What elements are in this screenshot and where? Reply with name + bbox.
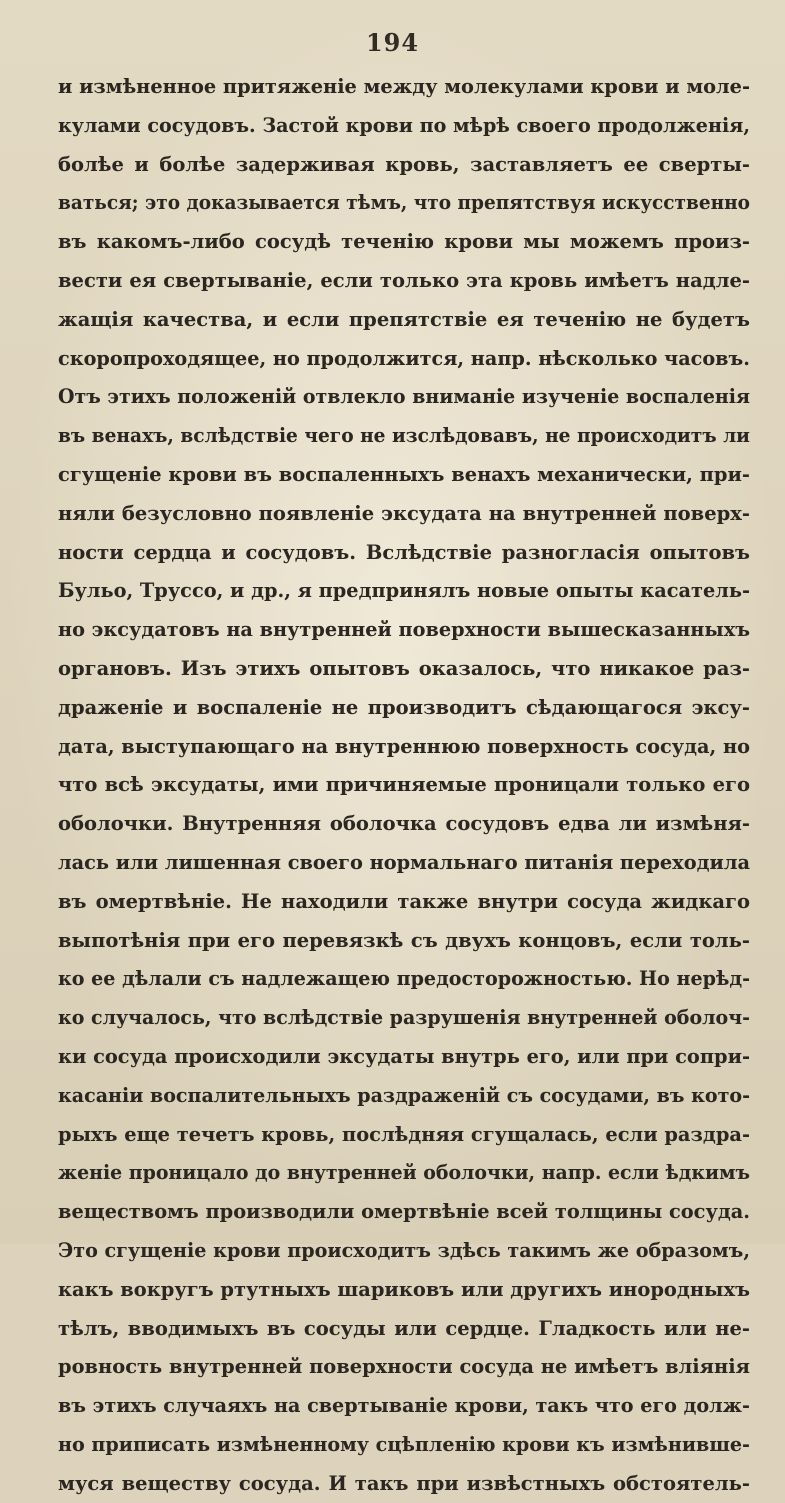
text-line-content: въ какомъ-либо сосудѣ теченію крови мы можемъ произ- (58, 230, 750, 254)
text-line-content: ваться; это доказывается тѣмъ, что препятствуя искусственно (58, 191, 751, 215)
text-line (58, 844, 750, 883)
text-line-content: ровность внутренней поверхности сосуда не имѣетъ вліянія (58, 1355, 750, 1379)
text-line (58, 1193, 750, 1232)
text-line-content: ки сосуда происходили эксудаты внутрь его, или при сопри- (58, 1044, 750, 1068)
text-line-content: жащія качества, и если препятствіе ея теченію не будетъ (58, 307, 750, 331)
text-line (58, 301, 750, 340)
text-line (58, 534, 750, 573)
text-line (58, 1154, 750, 1193)
text-line (58, 184, 750, 223)
text-line-content: въ венахъ, вслѣдствіе чего не изслѣдовавъ, не происходитъ ли (58, 424, 750, 448)
text-line-content: рыхъ еще течетъ кровь, послѣдняя сгущалась, если раздра- (58, 1122, 751, 1146)
text-line (58, 960, 750, 999)
text-line (58, 1348, 750, 1387)
text-line-content: ко случалось, что вслѣдствіе разрушенія внутренней оболоч- (58, 1006, 750, 1030)
text-line (58, 262, 750, 301)
text-line (58, 689, 750, 728)
text-line (58, 999, 750, 1038)
text-line-content: Отъ этихъ положеній отвлекло вниманіе изученіе воспаленія (58, 385, 751, 409)
text-line (58, 1232, 750, 1271)
text-line-content: Бульо, Труссо, и др., я предпринялъ новые опыты касатель- (58, 579, 751, 603)
text-line-content: лась или лишенная своего нормальнаго питанія переходила (58, 850, 751, 874)
text-line-content: но приписать измѣненному сцѣпленію крови къ измѣнивше- (58, 1432, 750, 1456)
text-line (58, 495, 750, 534)
text-line (58, 1465, 750, 1503)
text-line (58, 146, 750, 185)
text-line (58, 1310, 750, 1349)
text-line-content: вести ея свертываніе, если только эта кровь имѣетъ надле- (58, 268, 750, 292)
text-line (58, 728, 750, 767)
text-line-content: дата, выступающаго на внутреннюю поверхность сосуда, но (58, 734, 751, 758)
text-line (58, 340, 750, 379)
text-line (58, 378, 750, 417)
text-line (58, 1271, 750, 1310)
text-line (58, 883, 750, 922)
text-line (58, 68, 750, 107)
text-line-content: Это сгущеніе крови происходитъ здѣсь такимъ же образомъ, (58, 1238, 751, 1262)
text-line (58, 805, 750, 844)
text-line-content: выпотѣнія при его перевязкѣ съ двухъ концовъ, если толь- (58, 928, 750, 952)
text-line (58, 611, 750, 650)
text-line-content: няли безусловно появленіе эксудата на внутренней поверх- (58, 501, 750, 525)
text-line-content: и измѣненное притяженіе между молекулами крови и моле- (58, 75, 751, 98)
text-line-content: что всѣ эксудаты, ими причиняемые проницали только его (58, 773, 750, 797)
text-line (58, 1077, 750, 1116)
text-line (58, 417, 750, 456)
text-line-content: сгущеніе крови въ воспаленныхъ венахъ механически, при- (58, 462, 750, 486)
text-line (58, 766, 750, 805)
text-line (58, 650, 750, 689)
text-line-content: скоропроходящее, но продолжится, напр. нѣсколько часовъ. (58, 346, 750, 370)
text-line-content: ко ее дѣлали съ надлежащею предосторожностью. Но нерѣд- (58, 967, 751, 991)
text-line-content: веществомъ производили омертвѣніе всей толщины сосуда. (58, 1200, 751, 1224)
text-line (58, 922, 750, 961)
text-line-content: кулами сосудовъ. Застой крови по мѣрѣ своего продолженія, (58, 113, 751, 137)
text-line (58, 1116, 750, 1155)
text-line-content: драженіе и воспаленіе не производитъ сѣдающагося эксу- (58, 695, 750, 719)
text-line (58, 456, 750, 495)
text-line-content: органовъ. Изъ этихъ опытовъ оказалось, что никакое раз- (58, 656, 750, 680)
text-line-content: какъ вокругъ ртутныхъ шариковъ или другихъ инородныхъ (58, 1277, 750, 1301)
text-line-content: но эксудатовъ на внутренней поверхности вышесказанныхъ (58, 618, 750, 642)
text-line-content: ности сердца и сосудовъ. Вслѣдствіе разногласія опытовъ (58, 540, 751, 564)
text-line-content: касаніи воспалительныхъ раздраженій съ сосудами, въ кото- (58, 1083, 750, 1107)
text-line (58, 107, 750, 146)
page-number: 194 (365, 28, 420, 57)
text-line (58, 1038, 750, 1077)
text-line-content: въ омертвѣніе. Не находили также внутри сосуда жидкаго (58, 889, 751, 913)
text-line-content: въ этихъ случаяхъ на свертываніе крови, такъ что его долж- (58, 1394, 750, 1418)
text-line (58, 1426, 750, 1465)
text-line-content: женіе проницало до внутренней оболочки, напр. если ѣдкимъ (58, 1161, 751, 1185)
text-line (58, 572, 750, 611)
text-line (58, 223, 750, 262)
text-line-content: муся веществу сосуда. И такъ при извѣстныхъ обстоятель- (58, 1471, 750, 1495)
text-line-content: тѣлъ, вводимыхъ въ сосуды или сердце. Гладкость или не- (58, 1316, 750, 1340)
text-line-content: оболочки. Внутренняя оболочка сосудовъ едва ли измѣня- (58, 812, 751, 836)
text-line (58, 1387, 750, 1426)
page-text-body (58, 68, 750, 1503)
text-line-content: болѣе и болѣе задерживая кровь, заставляетъ ее сверты- (58, 152, 750, 176)
